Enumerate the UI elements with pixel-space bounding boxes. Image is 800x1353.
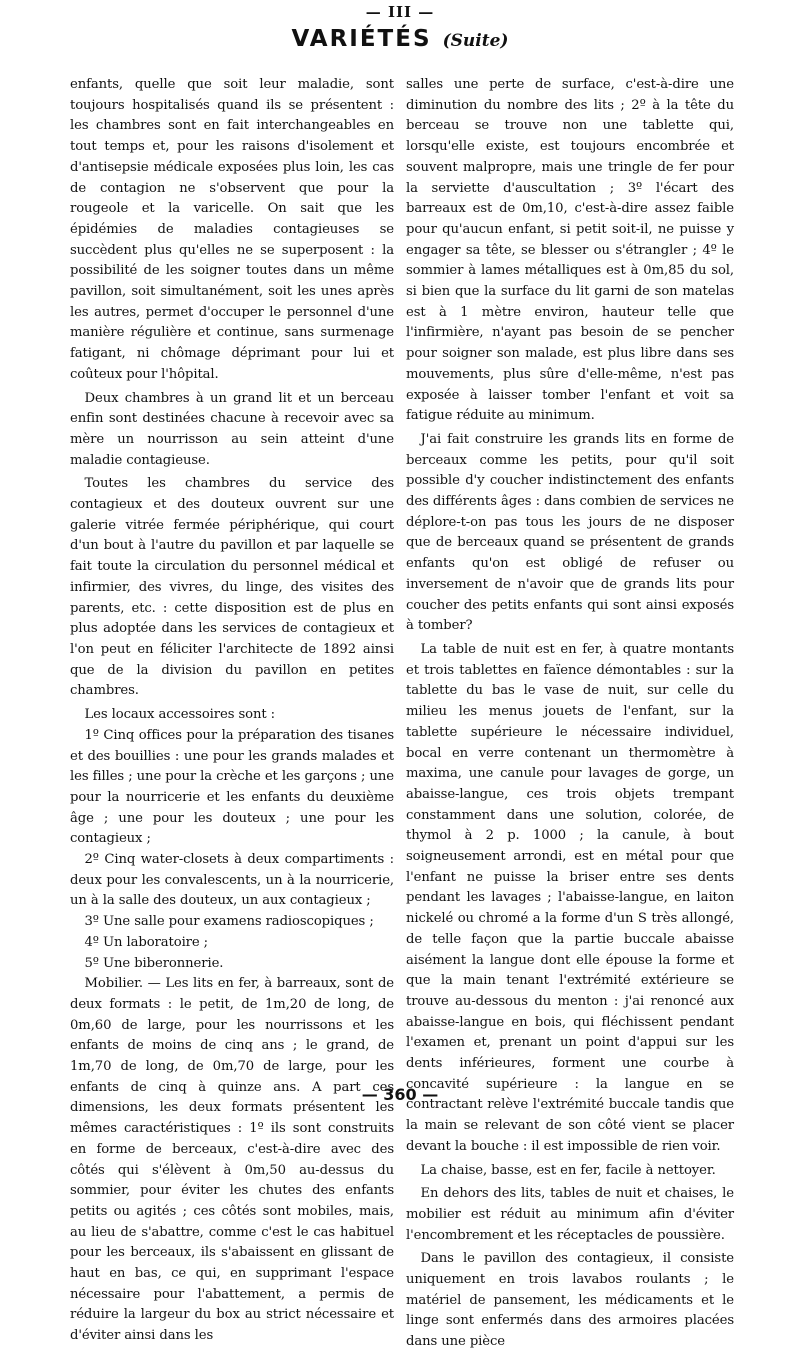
paragraph: Deux chambres à un grand lit et un berceau enfin sont destinées chacune à recevoir avec sa mère un nourrisson au sein atteint d'une maladie contagieuse. bbox=[70, 390, 394, 468]
paragraph: Dans le pavillon des contagieux, il consiste uniquement en trois lavabos roulants ; le matériel de pansement, les médicaments et le linge sont enfermés dans des armoires placées dans une pièce bbox=[406, 1251, 734, 1350]
left-column bbox=[70, 75, 394, 1347]
paragraph: La table de nuit est en fer, à quatre montants et trois tablettes en faïence démontables : sur la tablette du bas le vase de nuit, sur celle du milieu les menus jouets de l'enfant, sur la tablette supérieure le nécessaire individuel, bocal en verre contenant un thermomètre à maxima, une canule pour lavages de gorge, un abaisse-langue, ces trois objets trempant constamment dans une solution, colorée, de thymol à 2 p. 1000 ; la canule, à bout soigneusement arrondi, est en métal pour que l'enfant ne puisse la briser entre ses dents pendant les lavages ; l'abaisse-langue, en laiton nickelé ou chromé a la forme d'un S très allongé, de telle façon que la partie buccale abaisse aisément la langue dont elle épouse la forme et que la main tenant l'extrémité extérieure se trouve au-dessous du menton : j'ai renoncé aux abaisse-langue en bois, qui fléchissent pendant l'examen et, prenant un point d'appui sur les dents inférieures, forment une courbe à concavité supérieure : la langue en se contractant relève l'extrémité buccale tandis que la main se relevant de son côté vient se placer devant la bouche : il est impossible de rien voir. bbox=[406, 641, 734, 1154]
list-item: 1º Cinq offices pour la préparation des tisanes et des bouillies : une pour les grands malades et les filles ; une pour la crèche et les garçons ; une pour la nourricerie et les enfants du deuxième âge ; une pour les douteux ; une pour les contagieux ; bbox=[70, 727, 394, 847]
section-page-number: — III — bbox=[365, 3, 435, 21]
paragraph: salles une perte de surface, c'est-à-dire une diminution du nombre des lits ; 2º à la tête du berceau se trouve non une tablette qui, lorsqu'elle existe, est toujours encombrée et souvent malpropre, mais une tringle de fer pour la serviette d'auscultation ; 3º l'écart des barreaux est de 0m,10, c'est-à-dire assez faible pour qu'aucun enfant, si petit soit-il, ne puisse y engager sa tête, se blesser ou s'étrangler ; 4º le sommier à lames métalliques est à 0m,85 du sol, si bien que la surface du lit garni de son matelas est à 1 mètre environ, hauteur telle que l'infirmière, n'ayant pas besoin de se pencher pour soigner son malade, est plus libre dans ses mouvements, plus sûre d'elle-même, n'est pas exposée à laisser tomber l'enfant et voit sa fatigue réduite au minimum. bbox=[406, 77, 734, 424]
page-header bbox=[0, 2, 800, 56]
paragraph: J'ai fait construire les grands lits en forme de berceaux comme les petits, pour qu'il soit possible d'y coucher indistinctement des enfants des différents âges : dans combien de services ne déplore-t-on pas tous les jours de ne disposer que de berceaux quand se présentent de grands enfants qu'on est obligé de refuser ou inversement de n'avoir que de grands lits pour coucher des petits enfants qui sont ainsi exposés à tomber? bbox=[406, 431, 734, 634]
list-item: 4º Un laboratoire ; bbox=[84, 934, 209, 950]
paragraph-mobilier: Mobilier. — Les lits en fer, à barreaux, sont de deux formats : le petit, de 1m,20 de long, de 0m,60 de large, pour les nourrissons et les enfants de moins de cinq ans ; le grand, de 1m,70 de long, de 0m,70 de large, pour les enfants de cinq à quinze ans. A part ces dimensions, les deux formats présentent les mêmes caractéristiques : 1º ils sont construits en forme de berceaux, c'est-à-dire avec des côtés qui s'élèvent à 0m,50 au-dessus du sommier, pour éviter les chutes des enfants petits ou agités ; ces côtés sont mobiles, mais, au lieu de s'abattre, comme c'est le cas habituel pour les berceaux, ils s'abaissent en glissant de haut en bas, ce qui, en supprimant l'espace nécessaire pour l'abattement, a permis de réduire la largeur du box au strict nécessaire et d'éviter ainsi dans les bbox=[70, 976, 394, 1344]
right-column bbox=[406, 75, 734, 1353]
section-subtitle: (Suite) bbox=[442, 31, 509, 51]
page-number: — 360 — bbox=[361, 1085, 439, 1104]
paragraph: enfants, quelle que soit leur maladie, sont toujours hospitalisés quand ils se présentent : les chambres sont en fait interchangeables en tout temps et, pour les raisons d'isolement et d'antisepsie médicale exposées plus loin, les cas de contagion ne s'observent que pour la rougeole et la varicelle. On sait que les épidémies de maladies contagieuses se succèdent plus qu'elles ne se superposent : la possibilité de les soigner toutes dans un même pavillon, soit simultanément, soit les unes après les autres, permet d'occuper le personnel d'une manière régulière et continue, sans surmenage fatigant, ni chômage déprimant pour lui et coûteux pour l'hôpital. bbox=[70, 77, 394, 382]
list-item: 3º Une salle pour examens radioscopiques ; bbox=[84, 914, 374, 930]
paragraph: Toutes les chambres du service des contagieux et des douteux ouvrent sur une galerie vitrée fermée périphérique, qui court d'un bout à l'autre du pavillon et par laquelle se fait toute la circulation du personnel médical et infirmier, des vivres, du linge, des visites des parents, etc. : cette disposition est de plus en plus adoptée dans les services de contagieux et l'on peut en féliciter l'architecte de 1892 ainsi que de la division du pavillon en petites chambres. bbox=[70, 476, 394, 699]
paragraph: La chaise, basse, est en fer, facile à nettoyer. bbox=[420, 1162, 716, 1178]
title-line bbox=[0, 24, 800, 56]
paragraph: En dehors des lits, tables de nuit et chaises, le mobilier est réduit au minimum afin d'éviter l'encombrement et les réceptacles de poussière. bbox=[406, 1186, 734, 1243]
list-item: 5º Une biberonnerie. bbox=[84, 955, 224, 971]
list-item: 2º Cinq water-closets à deux compartiments : deux pour les convalescents, un à la nourricerie, un à la salle des douteux, un aux contagieux ; bbox=[70, 852, 394, 909]
paragraph: Les locaux accessoires sont : bbox=[84, 707, 275, 723]
section-title: VARIÉTÉS bbox=[291, 26, 432, 52]
